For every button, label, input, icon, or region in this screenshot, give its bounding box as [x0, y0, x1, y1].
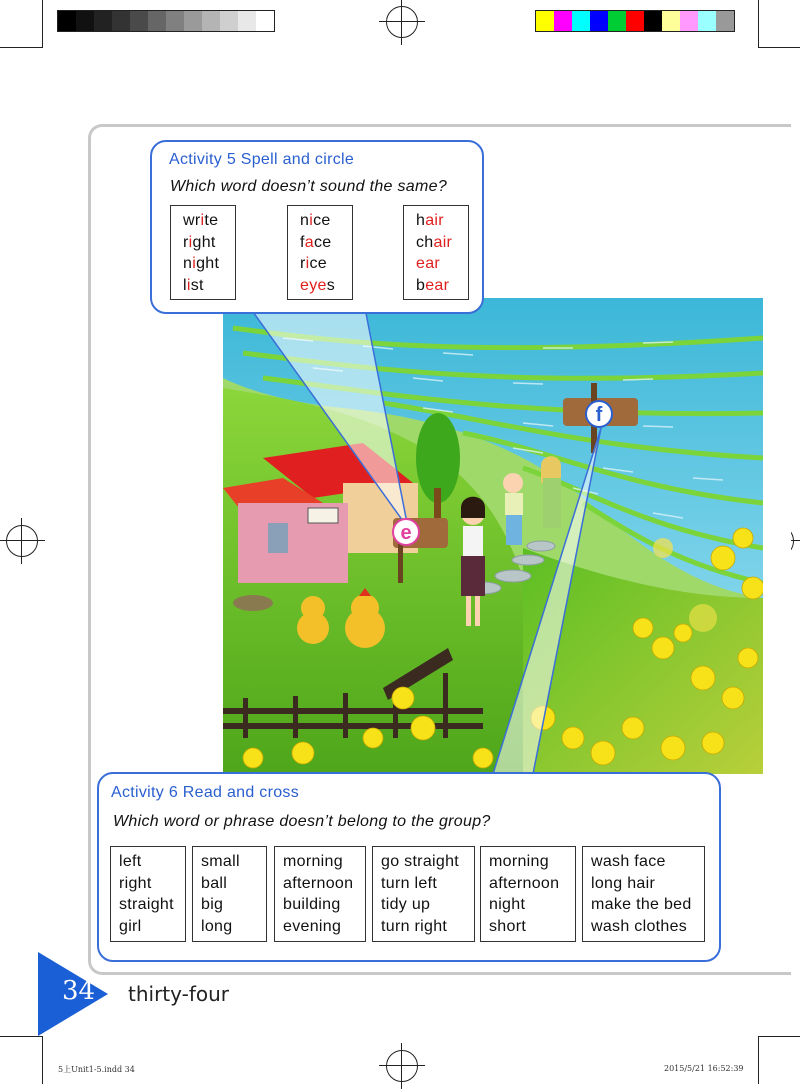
- color-swatch: [590, 11, 608, 31]
- color-swatch: [680, 11, 698, 31]
- activity6-word[interactable]: left: [119, 853, 142, 870]
- color-swatch: [112, 11, 130, 31]
- word-letters: ght: [196, 255, 220, 272]
- registration-mark-icon: [6, 525, 38, 557]
- activity5-word[interactable]: [183, 232, 227, 254]
- color-swatch: [58, 11, 76, 31]
- highlighted-letters: i: [200, 212, 205, 229]
- color-swatch: [626, 11, 644, 31]
- crop-mark: [758, 0, 759, 48]
- activity6-group-4[interactable]: [372, 846, 475, 942]
- word-letters: ce: [313, 212, 331, 229]
- activity5-group-3[interactable]: [403, 205, 469, 300]
- word-letters: l: [183, 276, 187, 294]
- color-swatch: [662, 11, 680, 31]
- activity5-word[interactable]: [300, 210, 344, 232]
- highlighted-letters: a: [304, 233, 314, 251]
- color-swatch: [94, 11, 112, 31]
- color-swatch: [608, 11, 626, 31]
- highlighted-letters: eye: [300, 276, 327, 294]
- crop-mark: [42, 0, 43, 48]
- word-letters: r: [300, 255, 306, 272]
- page-number: 34: [62, 976, 96, 1006]
- highlighted-letters: air: [425, 212, 444, 229]
- gray-calibration-bar: [57, 10, 275, 32]
- color-swatch: [698, 11, 716, 31]
- highlighted-letters: ear: [425, 276, 450, 294]
- word-letters: r: [183, 233, 189, 251]
- activity6-word[interactable]: morning: [489, 853, 549, 870]
- activity6-word[interactable]: make the bed: [591, 896, 692, 913]
- color-swatch: [130, 11, 148, 31]
- activity5-word[interactable]: [416, 253, 460, 275]
- word-letters: ch: [416, 233, 434, 251]
- activity6-group-3[interactable]: [274, 846, 366, 942]
- activity6-word[interactable]: long: [201, 917, 233, 935]
- activity6-word[interactable]: morning: [283, 853, 343, 870]
- highlighted-letters: ear: [416, 255, 441, 272]
- activity6-word[interactable]: turn left: [381, 874, 438, 892]
- activity6-group-6[interactable]: [582, 846, 705, 942]
- color-swatch: [256, 11, 274, 31]
- color-swatch: [76, 11, 94, 31]
- word-letters: n: [300, 212, 310, 229]
- activity6-word[interactable]: long hair: [591, 874, 656, 892]
- activity5-word[interactable]: [183, 275, 227, 297]
- activity5-word[interactable]: [183, 210, 227, 232]
- activity6-word[interactable]: small: [201, 853, 240, 870]
- activity6-word[interactable]: short: [489, 917, 527, 935]
- highlighted-letters: i: [186, 276, 191, 294]
- registration-mark-icon: [386, 1050, 418, 1082]
- color-swatch: [536, 11, 554, 31]
- word-letters: h: [416, 212, 426, 229]
- crop-mark: [0, 1036, 42, 1037]
- activity6-group-5[interactable]: [480, 846, 576, 942]
- activity6-word[interactable]: turn right: [381, 917, 448, 935]
- activity5-word[interactable]: [416, 275, 460, 297]
- crop-mark: [0, 47, 42, 48]
- highlighted-letters: i: [192, 255, 197, 272]
- activity6-word[interactable]: big: [201, 896, 224, 913]
- word-letters: ce: [309, 255, 327, 272]
- crop-mark: [758, 1036, 800, 1037]
- activity6-word[interactable]: girl: [119, 917, 142, 935]
- word-letters: ce: [313, 233, 332, 251]
- word-letters: st: [190, 276, 204, 294]
- word-letters: wr: [183, 212, 201, 229]
- crop-mark: [758, 1036, 759, 1084]
- crop-mark: [758, 47, 800, 48]
- activity6-word[interactable]: straight: [119, 896, 174, 913]
- activity6-word[interactable]: building: [283, 896, 341, 913]
- color-swatch: [644, 11, 662, 31]
- highlighted-letters: i: [305, 255, 310, 272]
- activity6-word[interactable]: go straight: [381, 853, 460, 870]
- activity6-word[interactable]: evening: [283, 917, 342, 935]
- color-calibration-bar: [535, 10, 735, 32]
- color-swatch: [184, 11, 202, 31]
- activity6-word[interactable]: right: [119, 874, 152, 892]
- highlighted-letters: i: [309, 212, 314, 229]
- activity6-group-2[interactable]: [192, 846, 267, 942]
- activity6-word[interactable]: tidy up: [381, 896, 431, 913]
- activity6-title: Activity 6 Read and cross: [111, 784, 300, 801]
- word-letters: n: [183, 255, 193, 272]
- crop-mark: [42, 1036, 43, 1084]
- activity5-word[interactable]: [183, 253, 227, 275]
- color-swatch: [238, 11, 256, 31]
- activity5-word[interactable]: [416, 210, 460, 232]
- activity6-word[interactable]: afternoon: [283, 874, 354, 892]
- farm-scene-illustration: [223, 298, 763, 774]
- color-swatch: [716, 11, 734, 31]
- word-letters: te: [204, 212, 219, 229]
- activity5-word[interactable]: [416, 232, 460, 254]
- highlighted-letters: i: [188, 233, 193, 251]
- activity5-word[interactable]: [300, 253, 344, 275]
- color-swatch: [554, 11, 572, 31]
- word-letters: s: [326, 276, 336, 294]
- highlighted-letters: air: [433, 233, 453, 251]
- sign-e-letter: e: [400, 522, 412, 544]
- activity6-word[interactable]: wash clothes: [591, 917, 688, 935]
- footer-file-name: 5上Unit1-5.indd 34: [58, 1065, 135, 1074]
- activity6-word[interactable]: afternoon: [489, 874, 560, 892]
- activity6-word[interactable]: night: [489, 896, 526, 913]
- word-letters: ght: [192, 233, 216, 251]
- color-swatch: [202, 11, 220, 31]
- color-swatch: [572, 11, 590, 31]
- activity5-word[interactable]: [300, 232, 344, 254]
- activity6-group-1[interactable]: [110, 846, 186, 942]
- activity6-word[interactable]: wash face: [591, 853, 666, 870]
- activity5-title: Activity 5 Spell and circle: [169, 151, 355, 168]
- sign-f-letter: f: [595, 404, 603, 426]
- activity5-group-2[interactable]: [287, 205, 353, 300]
- activity5-group-1[interactable]: [170, 205, 236, 300]
- page-number-words: thirty-four: [128, 982, 230, 1006]
- registration-mark-icon: [386, 6, 418, 38]
- activity6-word[interactable]: ball: [201, 874, 228, 892]
- footer-timestamp: 2015/5/21 16:52:39: [664, 1064, 744, 1073]
- activity5-question: Which word doesn’t sound the same?: [170, 178, 448, 195]
- color-swatch: [148, 11, 166, 31]
- activity6-question: Which word or phrase doesn’t belong to the group?: [113, 813, 491, 830]
- word-letters: f: [300, 233, 305, 251]
- color-swatch: [220, 11, 238, 31]
- activity5-word[interactable]: [300, 275, 344, 297]
- color-swatch: [166, 11, 184, 31]
- scene-svg: [223, 298, 763, 774]
- word-letters: b: [416, 276, 426, 294]
